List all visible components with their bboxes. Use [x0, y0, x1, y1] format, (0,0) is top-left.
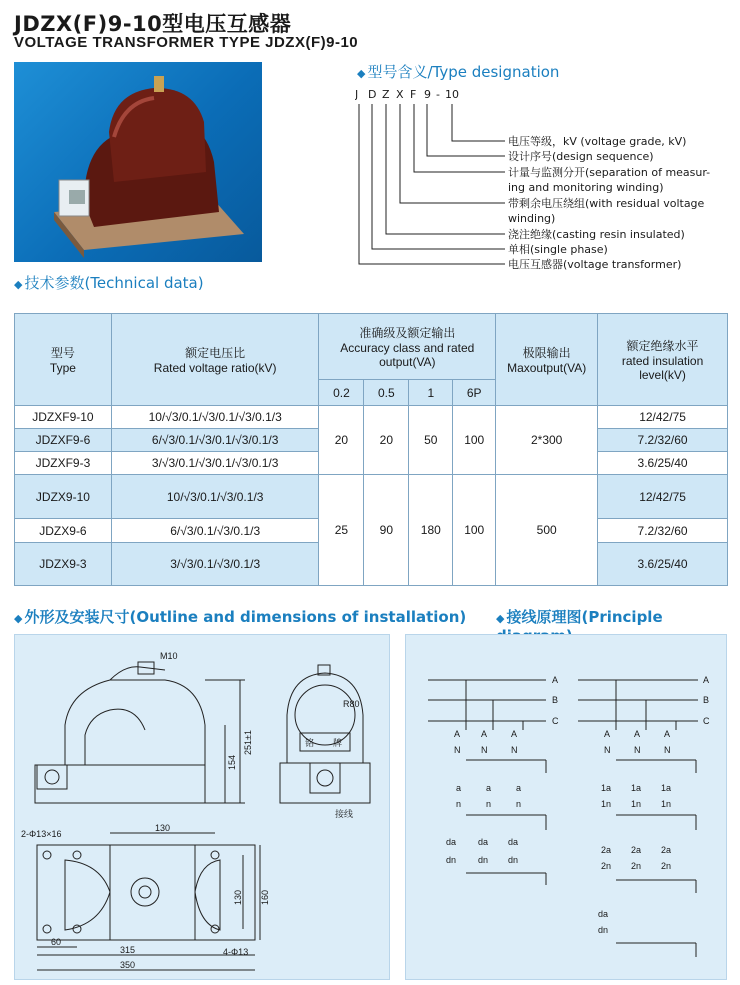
table-row: JDZXF9-6 6/√3/0.1/√3/0.1/√3/0.1/3 7.2/32/60: [15, 429, 728, 452]
svg-text:2a: 2a: [661, 845, 672, 855]
header-ratio: 额定电压比 Rated voltage ratio(kV): [111, 314, 319, 406]
table-row: JDZX9-6 6/√3/0.1/√3/0.1/3 7.2/32/60: [15, 519, 728, 543]
page-title: JDZX(F)9-10型电压互感器: [14, 12, 292, 36]
outline-drawing: [14, 634, 390, 980]
principle-diagram: [405, 634, 727, 980]
designation-item: 电压等级，kV (voltage grade, kV): [508, 135, 687, 148]
svg-text:dn: dn: [598, 925, 609, 935]
dim-label: 315: [120, 945, 136, 955]
svg-text:a: a: [456, 783, 462, 793]
svg-text:2n: 2n: [631, 861, 642, 871]
svg-text:a: a: [486, 783, 492, 793]
page-subtitle: VOLTAGE TRANSFORMER TYPE JDZX(F)9-10: [14, 34, 359, 51]
svg-text:1n: 1n: [661, 799, 672, 809]
svg-text:da: da: [598, 909, 609, 919]
dim-label: 60: [51, 937, 62, 947]
header-type: 型号 Type: [15, 314, 112, 406]
svg-text:1a: 1a: [631, 783, 642, 793]
header-class: 1: [409, 380, 453, 406]
svg-text:dn: dn: [446, 855, 457, 865]
dim-label: 130: [233, 889, 243, 905]
dim-label: 350: [120, 960, 136, 970]
svg-text:A: A: [454, 729, 461, 739]
table-row: JDZX9-10 10/√3/0.1/√3/0.1/3 25 90 180 100 500 12/42/75: [15, 475, 728, 519]
svg-text:2a: 2a: [601, 845, 612, 855]
phase-label: A: [552, 675, 559, 685]
technical-heading: ◆ 技术参数(Technical data): [14, 274, 204, 292]
svg-text:1n: 1n: [631, 799, 642, 809]
designation-item: 设计序号(design sequence): [508, 150, 654, 163]
code-letter: Z: [382, 88, 390, 101]
designation-item: winding): [508, 212, 556, 225]
phase-label: B: [552, 695, 559, 705]
svg-text:a: a: [516, 783, 522, 793]
principle-heading: ◆ 接线原理图(Principle: [496, 608, 663, 626]
designation-item: 电压互感器(voltage transformer): [508, 258, 682, 271]
svg-text:N: N: [634, 745, 641, 755]
code-letter: J: [355, 88, 359, 101]
svg-text:n: n: [456, 799, 462, 809]
svg-text:2n: 2n: [661, 861, 672, 871]
header-class: 0.5: [364, 380, 409, 406]
svg-text:1n: 1n: [601, 799, 612, 809]
table-row: JDZXF9-3 3/√3/0.1/√3/0.1/√3/0.1/3 3.6/25/40: [15, 452, 728, 475]
svg-text:n: n: [486, 799, 492, 809]
svg-text:n: n: [516, 799, 522, 809]
svg-text:N: N: [454, 745, 461, 755]
svg-text:A: A: [604, 729, 611, 739]
dim-label: 160: [260, 889, 270, 905]
header-class: 6P: [453, 380, 496, 406]
svg-text:A: A: [481, 729, 488, 739]
svg-text:2n: 2n: [601, 861, 612, 871]
dim-label: 铭: [305, 738, 315, 748]
dim-label: 251±1: [243, 730, 253, 755]
code-letter: 10: [445, 88, 459, 101]
designation-heading: ◆ 型号含义/Type designation: [357, 63, 560, 81]
designation-item: 浇注绝缘(casting resin insulated): [508, 228, 685, 241]
svg-text:A: A: [664, 729, 671, 739]
svg-text:N: N: [664, 745, 671, 755]
phase-label: B: [703, 695, 710, 705]
svg-text:N: N: [481, 745, 488, 755]
table-row: JDZX9-3 3/√3/0.1/√3/0.1/3 3.6/25/40: [15, 543, 728, 586]
type-designation-diagram: [355, 86, 735, 276]
code-letter: D: [368, 88, 377, 101]
svg-text:dn: dn: [508, 855, 519, 865]
dim-label: R80: [343, 699, 360, 709]
product-photo: [14, 62, 262, 262]
code-letter: -: [436, 88, 440, 101]
code-letter: 9: [424, 88, 431, 101]
designation-item: 计量与监测分开(separation of measur-: [508, 166, 711, 179]
designation-item: ing and monitoring winding): [508, 181, 664, 194]
dim-label: 130: [155, 823, 171, 833]
svg-text:1a: 1a: [661, 783, 672, 793]
svg-text:A: A: [634, 729, 641, 739]
svg-text:2a: 2a: [631, 845, 642, 855]
outline-heading: ◆ 外形及安装尺寸(Outline and dimensions of installation): [14, 608, 467, 626]
phase-label: C: [552, 716, 559, 726]
header-class: 0.2: [319, 380, 364, 406]
dim-label: 4-Φ13: [223, 947, 249, 957]
svg-text:N: N: [511, 745, 518, 755]
dim-label: 接线: [335, 809, 354, 819]
svg-text:da: da: [508, 837, 519, 847]
dim-label: M10: [160, 651, 178, 661]
header-maxoutput: 极限输出 Maxoutput(VA): [496, 314, 598, 406]
svg-text:1a: 1a: [601, 783, 612, 793]
dim-label: 牌: [333, 738, 343, 748]
table-row: JDZXF9-10 10/√3/0.1/√3/0.1/√3/0.1/3 20 20 50 100 2*300 12/42/75: [15, 406, 728, 429]
svg-text:A: A: [511, 729, 518, 739]
phase-label: C: [703, 716, 710, 726]
dim-label: 154: [227, 754, 237, 770]
designation-item: 单相(single phase): [508, 243, 608, 256]
designation-item: 带剩余电压绕组(with residual voltage: [508, 197, 705, 210]
phase-label: A: [703, 675, 710, 685]
dim-label: 2-Φ13×16: [21, 829, 62, 839]
svg-text:da: da: [446, 837, 457, 847]
svg-text:da: da: [478, 837, 489, 847]
header-insulation: 额定绝缘水平 rated insulation level(kV): [598, 314, 728, 406]
code-letter: X: [396, 88, 404, 101]
code-letter: F: [410, 88, 417, 101]
svg-text:dn: dn: [478, 855, 489, 865]
header-accuracy: 准确级及额定输出 Accuracy class and rated output(VA): [319, 314, 496, 380]
technical-data-table: [14, 313, 728, 586]
svg-text:N: N: [604, 745, 611, 755]
